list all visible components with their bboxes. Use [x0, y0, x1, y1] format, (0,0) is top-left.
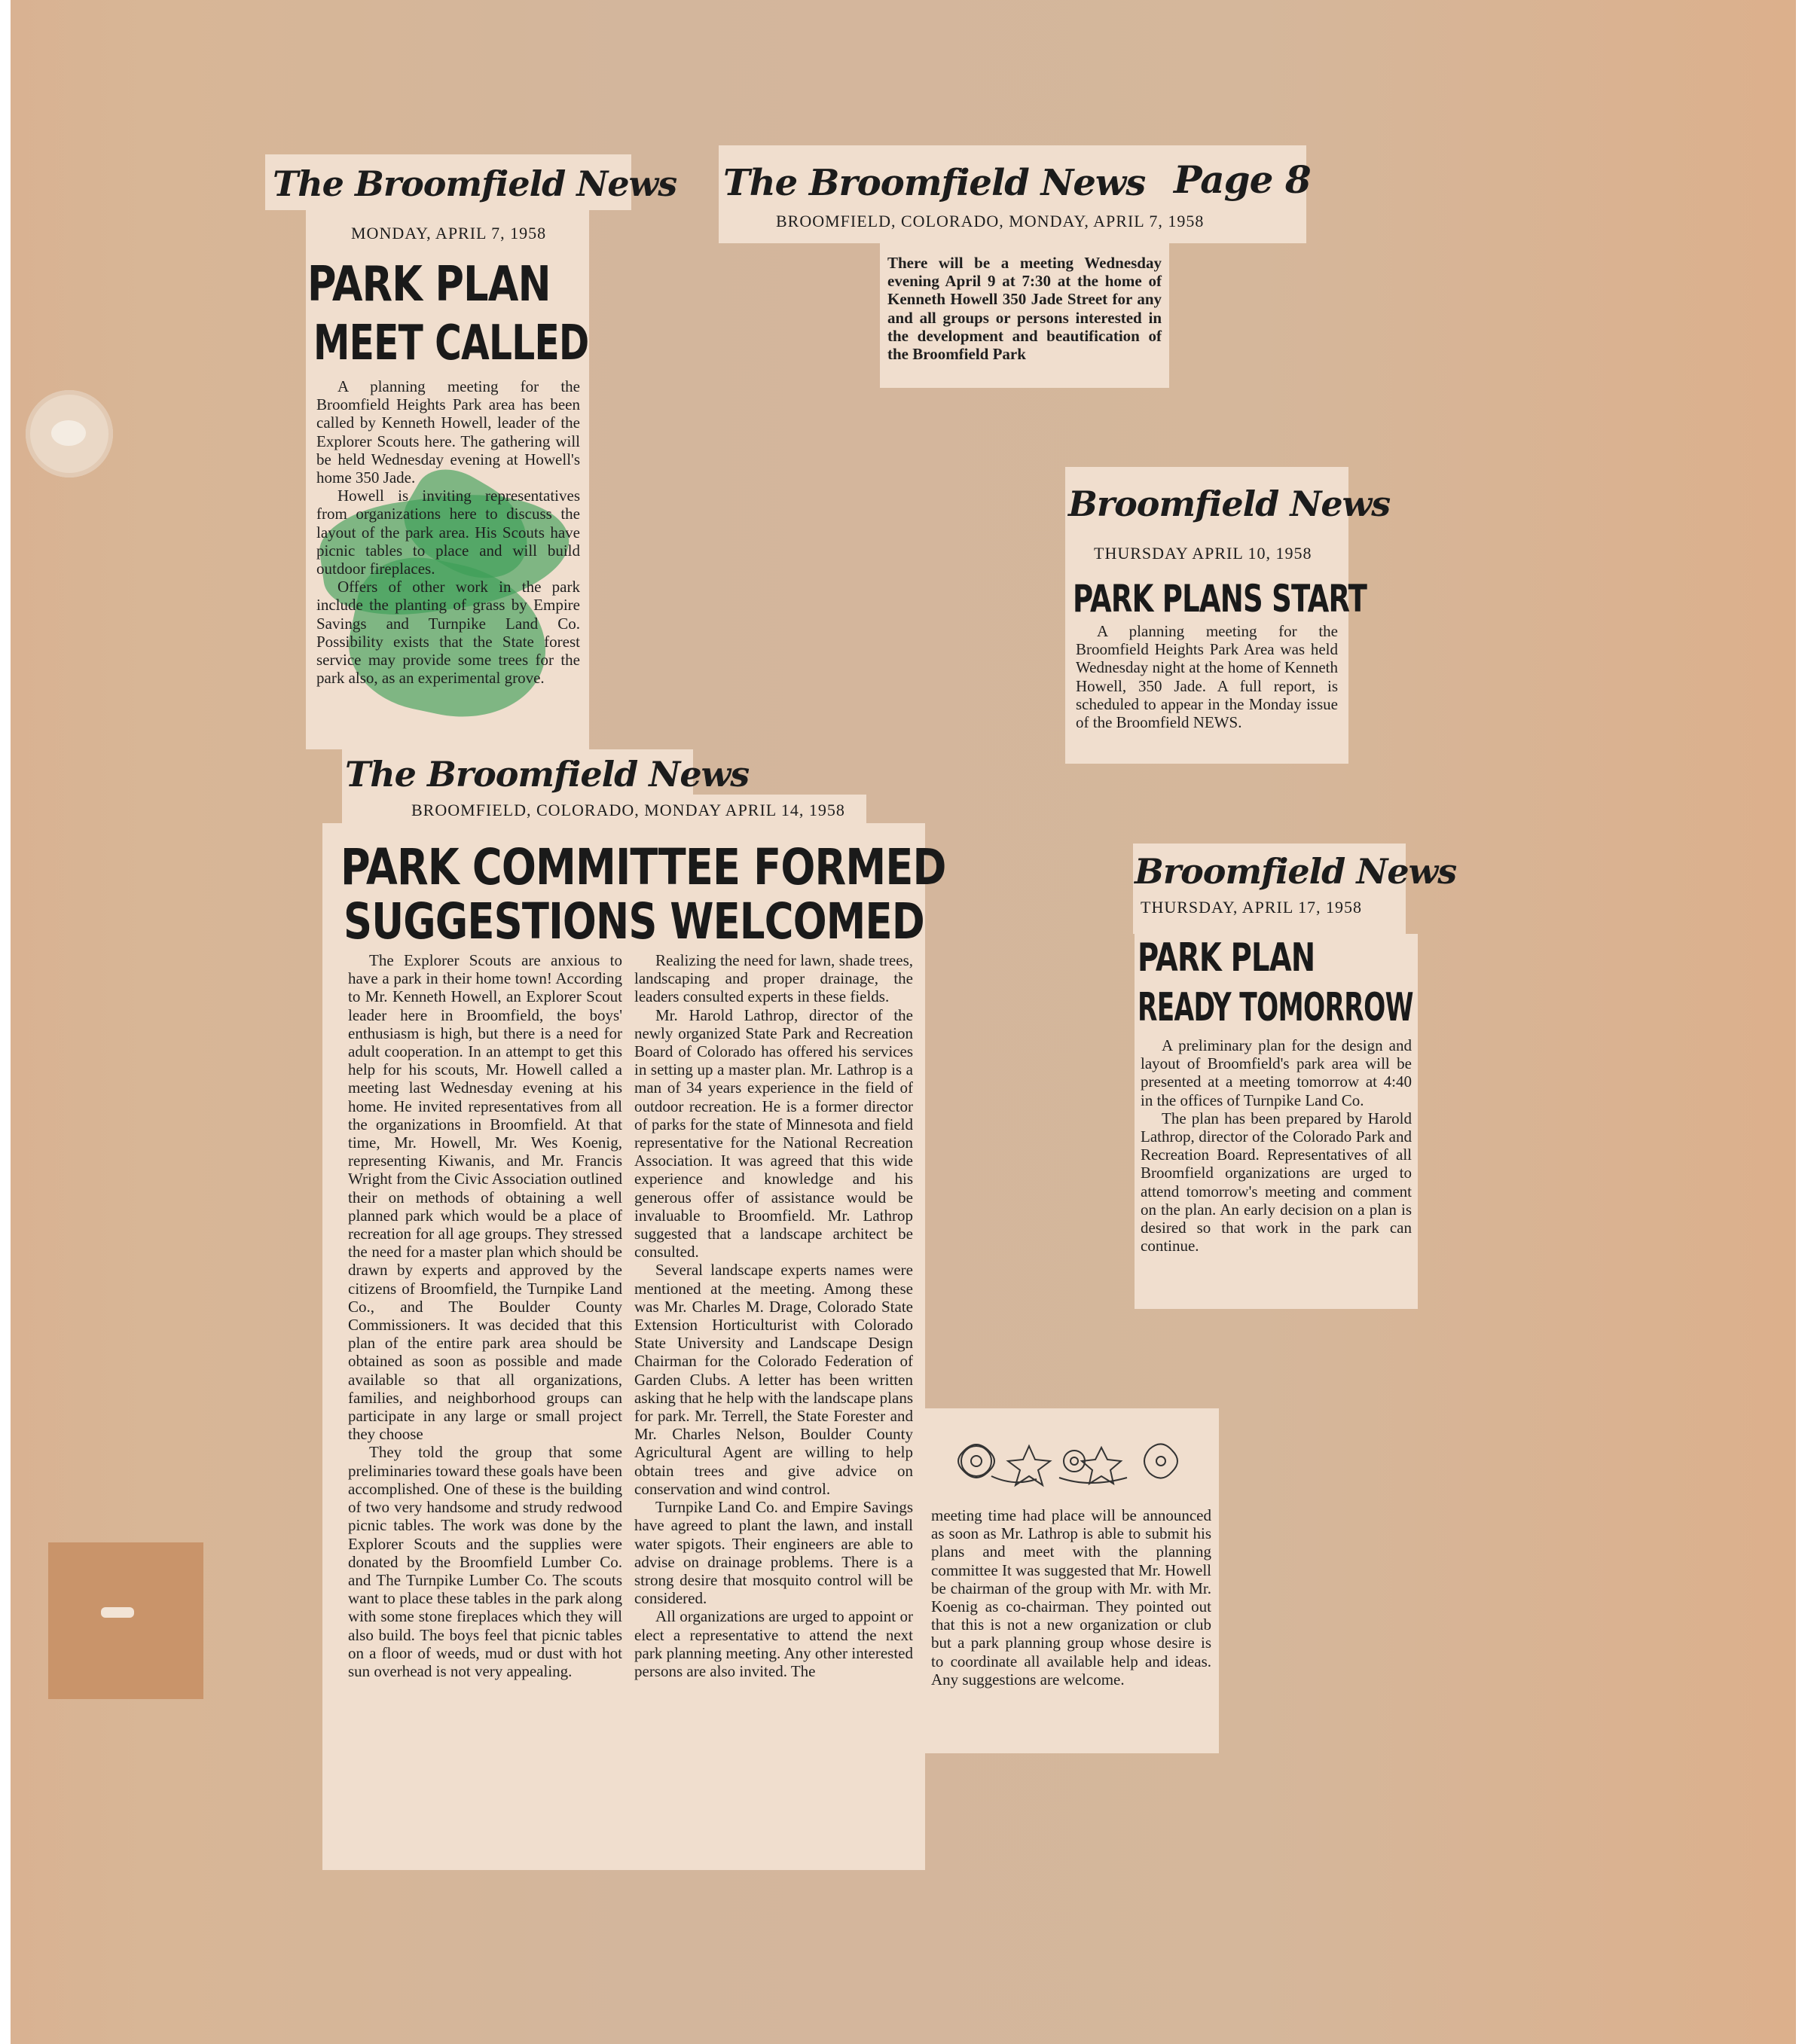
clip-meeting-notice: [880, 243, 1169, 388]
paragraph: A preliminary plan for the design and layout of Broomfield's park area will be presented at a meeting tomorrow at 4:40 in the offices of Turnpike Land Co.: [1141, 1036, 1412, 1109]
clip-park-plan-meet-called: [306, 210, 589, 749]
dateline: BROOMFIELD, COLORADO, MONDAY APRIL 14, 1958: [411, 801, 845, 819]
paragraph: A planning meeting for the Broomfield Heights Park area has been called by Kenneth Howell, leader of the Explorer Scouts here. The gathering will be held Wednesday evening at Howell's home 350 Jade.: [316, 377, 580, 487]
article-body: A planning meeting for the Broomfield Heights Park Area was held Wednesday night at the home of Kenneth Howell, 350 Jade. A full report, is scheduled to appear in the Monday issue of the Broomfield NEWS.: [1076, 622, 1338, 732]
masthead: Broomfield News: [1135, 851, 1457, 892]
article-body: [1141, 1036, 1412, 1255]
page-number: Page 8: [1174, 157, 1311, 202]
clip-park-committee-dateline: [342, 795, 866, 825]
paragraph: All organizations are urged to appoint or elect a representative to attend the next park planning meeting. Any other interested persons are also invited. The: [634, 1607, 913, 1680]
binder-hole: [26, 390, 113, 477]
headline-line-1: PARK PLAN: [307, 257, 551, 313]
paragraph: The plan has been prepared by Harold Lathrop, director of the Colorado Park and Recreation Board. Representatives of all Broomfield organizations are urged to attend tomorrow's meeting and comment on the plan. An early decision on a plan is desired so that work in the park can continue.: [1141, 1109, 1412, 1255]
headline-line-1: PARK COMMITTEE FORMED: [341, 838, 946, 896]
torn-paper-tab: [48, 1542, 203, 1699]
clip-park-plan-ready-masthead: [1133, 844, 1457, 934]
paragraph: They told the group that some preliminaries toward these goals have been accomplished. One of these is the building of two very handsome and strudy redwood picnic tables. The work was done by the Explorer Scouts and the supplies were donated by the Broomfield Lumber Co. and The Turnpike Lumber Co. The scouts want to place these tables in the park along with some stone fireplaces which they will also build. The boys feel that picnic tables on a floor of weeds, mud or dust with hot sun overhead is not very appealing.: [348, 1443, 622, 1680]
floral-ornament-icon: [946, 1431, 1202, 1491]
clip-date: THURSDAY, APRIL 17, 1958: [1141, 898, 1362, 917]
paragraph: Several landscape experts names were mentioned at the meeting. Among these was Mr. Charles M. Drage, Colorado State Extension Horticulturist with Colorado State University and Landscape Design Chairman for the Colorado Federation of Garden Clubs. A letter has been written asking that he help with the landscape plans for park. Mr. Terrell, the State Forester and Mr. Charles Nelson, Boulder County Agricultural Agent are willing to help obtain trees and give advice on conservation and wind control.: [634, 1261, 913, 1498]
clip-park-plan-meet-called-masthead: [265, 154, 677, 210]
article-column-2: [634, 951, 913, 1680]
paragraph: The Explorer Scouts are anxious to have a park in their home town! According to Mr. Kenneth Howell, an Explorer Scout leader here in Broomfield, the boys' enthusiasm is high, but there is a need for adult cooperation. In an attempt to get this help for his scouts, Mr. Howell called a meeting last Wednesday evening at his home. He invited representatives from all the organizations in Broomfield. At that time, Mr. Howell, Mr. Wes Koenig, representing Kiwanis, and Mr. Francis Wright from the Civic Association outlined their on methods of obtaining a well planned park which would be a place of recreation for all age groups. They stressed the need for a master plan which should be drawn by experts and approved by the citizens of Broomfield, the Turnpike Land Co., and The Boulder County Commissioners. It was decided that this plan of the entire park area should be obtained as soon as possible and made available so that all organizations, families, and neighborhood groups can participate in any large or small project they choose: [348, 951, 622, 1444]
dateline: BROOMFIELD, COLORADO, MONDAY, APRIL 7, 1958: [776, 212, 1205, 230]
headline: PARK PLANS START: [1073, 577, 1367, 621]
headline-line-2: SUGGESTIONS WELCOMED: [344, 892, 924, 950]
clip-park-committee-formed: [322, 823, 946, 1870]
paragraph: Offers of other work in the park include the planting of grass by Empire Savings and Turnpike Land Co. Possibility exists that the State forest service may provide some trees for the park also, as an experimental grove.: [316, 578, 580, 688]
clip-date: MONDAY, APRIL 7, 1958: [351, 224, 547, 243]
paragraph: Realizing the need for lawn, shade trees, landscaping and proper drainage, the leaders consulted experts in these fields.: [634, 951, 913, 1006]
clip-meeting-notice-masthead: [719, 145, 1311, 243]
article-continuation: meeting time had place will be announced as soon as Mr. Lathrop is able to submit his plans and meet with the planning committee It was suggested that Mr. Howell be chairman of the group with Mr. with Mr. Koenig as co-chairman. They pointed out that this is not a new organization or club but a park planning group whose desire is to coordinate all available help and ideas. Any suggestions are welcome.: [931, 1506, 1211, 1689]
clip-date: THURSDAY APRIL 10, 1958: [1094, 544, 1312, 563]
clip-park-committee-continuation: [925, 1408, 1219, 1753]
clip-park-plans-start: [1065, 467, 1391, 764]
masthead: The Broomfield News: [345, 754, 750, 795]
headline-line-2: READY TOMORROW: [1138, 985, 1413, 1030]
clip-park-plan-ready-tomorrow: [1135, 934, 1418, 1309]
paragraph: Howell is inviting representatives from organizations here to discuss the layout of the park area. His Scouts have picnic tables to place and will build outdoor fireplaces.: [316, 487, 580, 578]
article-column-1: [348, 951, 622, 1680]
article-body: [316, 377, 580, 687]
paragraph: Mr. Harold Lathrop, director of the newly organized State Park and Recreation Board of Colorado has offered his services in setting up a master plan. Mr. Lathrop is a man of 34 years experience in the field of outdoor recreation. He is a former director of parks for the state of Minnesota and field representative for the National Recreation Association. It was agreed that this wide experience and knowledge and his generous offer of assistance would be invaluable to Broomfield. Mr. Lathrop suggested that a landscape architect be consulted.: [634, 1005, 913, 1261]
headline-line-2: MEET CALLED: [313, 316, 589, 371]
notice-text: There will be a meeting Wednesday evening April 9 at 7:30 at the home of Kenneth Howell 350 Jade Street for any and all groups or persons interested in the development and beautification of the Broomfield Park: [887, 254, 1162, 364]
paragraph: Turnpike Land Co. and Empire Savings have agreed to plant the lawn, and install water spigots. Their engineers are able to advise on drainage problems. There is a strong desire that mosquito control will be considered.: [634, 1498, 913, 1608]
masthead: The Broomfield News: [273, 163, 677, 204]
masthead: The Broomfield News: [723, 162, 1146, 204]
headline-line-1: PARK PLAN: [1138, 935, 1315, 981]
masthead: Broomfield News: [1068, 484, 1391, 524]
